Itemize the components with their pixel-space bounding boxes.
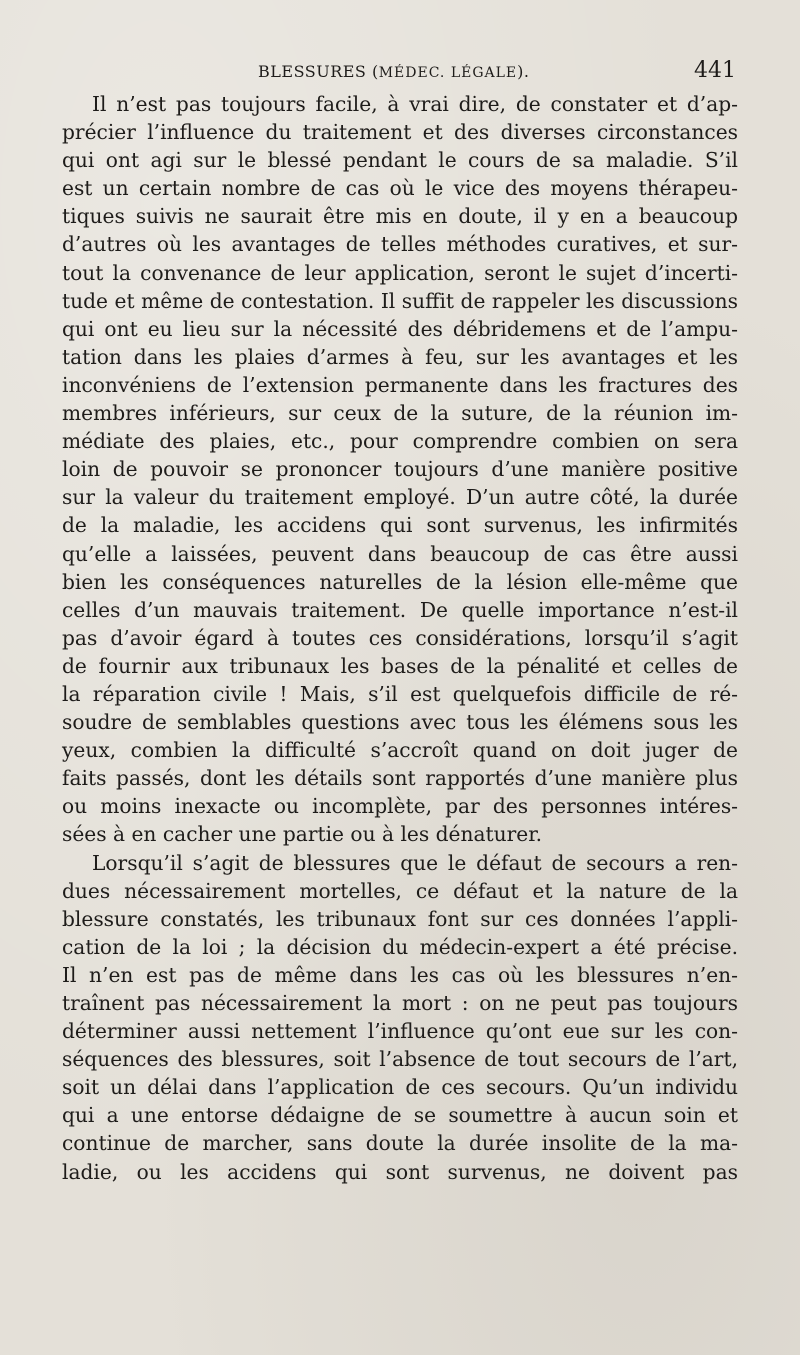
text-line: inconvéniens de l’extension permanente dans les fractures des <box>62 372 738 397</box>
text-line: celles d’un mauvais traitement. De quelle importance n’est-il <box>62 597 738 622</box>
text-line: yeux, combien la difficulté s’accroît quand on doit juger de <box>62 738 738 763</box>
text-line: la réparation civile ! Mais, s’il est quelquefois difficile de ré- <box>62 681 738 706</box>
text-line: dues nécessairement mortelles, ce défaut et la nature de la <box>62 878 738 903</box>
text-line: Lorsqu’il s’agit de blessures que le défaut de secours a ren- <box>92 850 738 875</box>
text-line: tude et même de contestation. Il suffit de rappeler les discussions <box>62 288 738 313</box>
text-line: qu’elle a laissées, peuvent dans beaucoup de cas être aussi <box>62 541 738 566</box>
text-line: ou moins inexacte ou incomplète, par des personnes intéres- <box>62 794 738 819</box>
text-line: déterminer aussi nettement l’influence qu’ont eue sur les con- <box>62 1019 738 1044</box>
text-line: de fournir aux tribunaux les bases de la pénalité et celles de <box>62 653 738 678</box>
text-line: bien les conséquences naturelles de la lésion elle-même que <box>62 569 738 594</box>
text-line: sées à en cacher une partie ou à les dénaturer. <box>62 822 543 847</box>
text-line: pas d’avoir égard à toutes ces considérations, lorsqu’il s’agit <box>62 625 738 650</box>
text-line: de la maladie, les accidens qui sont survenus, les infirmités <box>62 513 738 538</box>
text-line: soudre de semblables questions avec tous les élémens sous les <box>62 710 738 735</box>
text-line: d’autres où les avantages de telles méthodes curatives, et sur- <box>62 232 738 257</box>
text-line: ladie, ou les accidens qui sont survenus, ne doivent pas <box>62 1159 738 1184</box>
text-line: traînent pas nécessairement la mort : on ne peut pas toujours <box>62 991 738 1015</box>
body-text <box>62 90 738 1186</box>
running-title <box>258 62 529 81</box>
text-line: Il n’est pas toujours facile, à vrai dire, de constater et d’ap- <box>92 92 738 116</box>
text-line: soit un délai dans l’application de ces secours. Qu’un individu <box>62 1075 738 1100</box>
text-line: qui a une entorse dédaigne de se soumettre à aucun soin et <box>62 1103 738 1128</box>
text-line: qui ont agi sur le blessé pendant le cours de sa maladie. S’il <box>62 148 738 173</box>
text-line: sur la valeur du traitement employé. D’un autre côté, la durée <box>62 485 738 510</box>
text-line: blessure constatés, les tribunaux font sur ces données l’appli- <box>62 906 738 931</box>
text-line: tout la convenance de leur application, seront le sujet d’incerti- <box>62 260 738 285</box>
text-line: cation de la loi ; la décision du médecin-expert a été précise. <box>62 934 738 959</box>
text-line: Il n’en est pas de même dans les cas où les blessures n’en- <box>62 962 738 987</box>
text-line: tation dans les plaies d’armes à feu, sur les avantages et les <box>62 344 738 369</box>
text-line: séquences des blessures, soit l’absence de tout secours de l’art, <box>62 1047 738 1072</box>
running-title-subject: MÉDEC. LÉGALE <box>378 65 518 81</box>
text-line: continue de marcher, sans doute la durée insolite de la ma- <box>62 1131 738 1156</box>
text-line: loin de pouvoir se prononcer toujours d’une manière positive <box>62 457 738 482</box>
text-line: qui ont eu lieu sur la nécessité des débridemens et de l’ampu- <box>62 316 738 341</box>
running-title-main: BLESSURES ( <box>258 62 379 81</box>
running-head <box>62 58 738 88</box>
text-line: précier l’influence du traitement et des diverses circonstances <box>62 120 738 145</box>
text-line: est un certain nombre de cas où le vice des moyens thérapeu- <box>62 176 738 201</box>
text-line: membres inférieurs, sur ceux de la suture, de la réunion im- <box>62 401 738 426</box>
running-title-close: ). <box>517 62 530 81</box>
text-line: médiate des plaies, etc., pour comprendre combien on sera <box>62 429 738 454</box>
text-line: tiques suivis ne saurait être mis en doute, il y en a beaucoup <box>62 204 738 229</box>
page-number: 441 <box>694 58 736 83</box>
text-line: faits passés, dont les détails sont rapportés d’une manière plus <box>62 766 738 791</box>
